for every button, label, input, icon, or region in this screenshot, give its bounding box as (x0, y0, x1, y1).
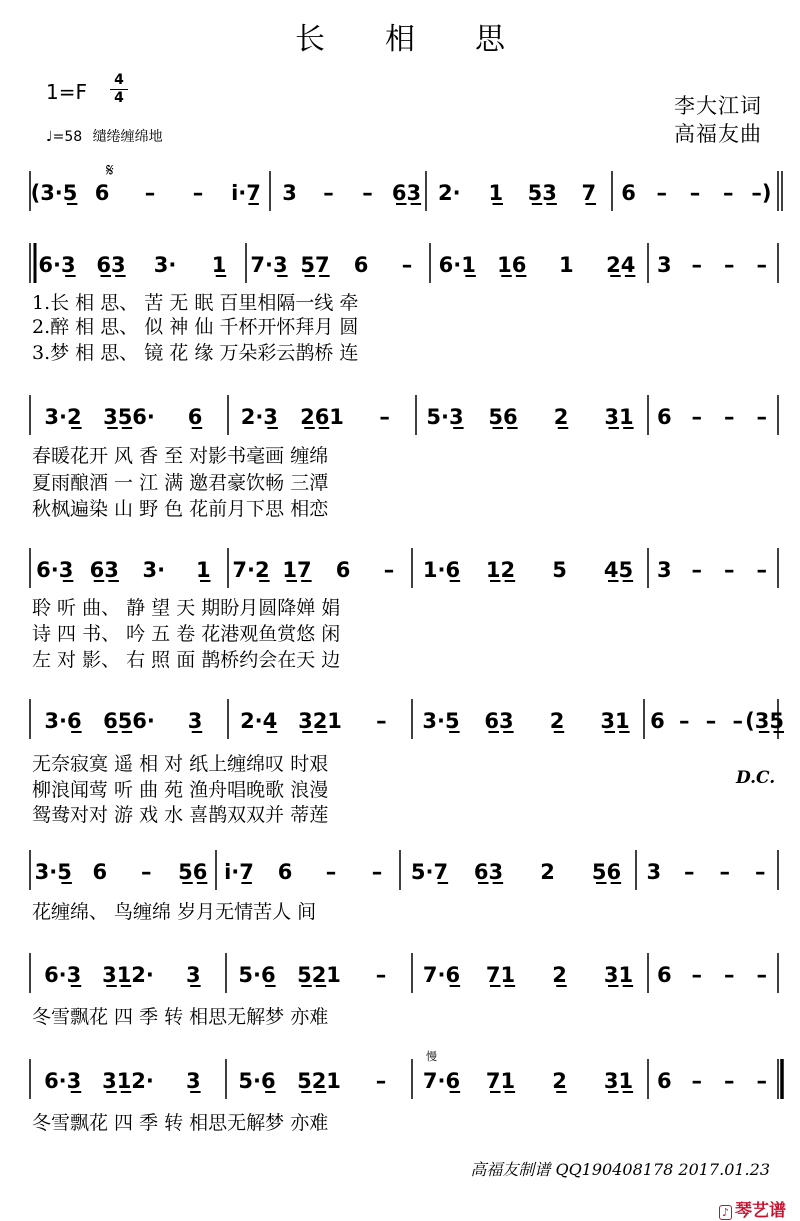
note: 7·6̲ (422, 1069, 461, 1093)
note: i̇·7̲ (231, 181, 261, 205)
note: 6 (650, 709, 665, 733)
note: – (656, 181, 668, 205)
note: 1̲6̲ (497, 253, 527, 277)
note: 6 (94, 181, 110, 205)
note: – (192, 181, 204, 205)
note: – (678, 709, 690, 733)
note: 4̲5̲ (603, 558, 634, 582)
note: 5̲6̲ (178, 860, 208, 884)
note: –) (751, 181, 772, 205)
note: – (325, 860, 337, 884)
lyric-line: 1.长 相 思、 苦 无 眠 百里相隔一线 牵 (32, 292, 359, 314)
note: 5̲7̲ (300, 253, 330, 277)
note: – (756, 253, 767, 277)
note: – (724, 405, 735, 429)
note: 2̲6̲1 (300, 405, 344, 429)
note: 5̲3̲ (527, 181, 557, 205)
note: 6̲3̲ (473, 860, 504, 884)
note: 6 (656, 963, 672, 987)
note: 6̲3̲ (96, 253, 126, 277)
note: – (691, 253, 702, 277)
note: 5̲6̲ (591, 860, 622, 884)
tempo-slow-mark: 慢 (426, 1050, 437, 1063)
note: – (719, 860, 730, 884)
lyric-line: 左 对 影、 右 照 面 鹊桥约会在天 边 (32, 649, 341, 671)
lyric-line: 3.梦 相 思、 镜 花 缘 万朵彩云鹊桥 连 (32, 342, 359, 364)
note: 2·4̲ (240, 709, 278, 733)
note: 5·7̲ (410, 860, 449, 884)
note: – (383, 558, 395, 582)
composer: 高福友曲 (674, 122, 762, 146)
note: 7̲1̲ (485, 963, 516, 987)
note: 1̲7̲ (282, 558, 312, 582)
lyricist: 李大江词 (674, 94, 762, 118)
note: 3· (142, 558, 166, 582)
note: 6 (277, 860, 293, 884)
note: – (756, 1069, 767, 1093)
lyric-line: 夏雨酿酒 一 江 满 邀君豪饮畅 三潭 (32, 472, 329, 494)
note: (3·5̲ (30, 181, 78, 205)
lyric-line: 2.醉 相 思、 似 神 仙 千杯开怀拜月 圆 (32, 316, 359, 338)
note: 3̲ (187, 709, 203, 733)
lyric-line: 春暖花开 风 香 至 对影书毫画 缠绵 (32, 445, 329, 467)
note: 7·2̲ (232, 558, 270, 582)
note: – (376, 709, 387, 733)
note: 2̲ (553, 405, 569, 429)
note: 3 (646, 860, 662, 884)
note: 6̲3̲ (89, 558, 119, 582)
lyric-line: 花缠绵、 鸟缠绵 岁月无情苦人 间 (32, 901, 317, 923)
note: – (691, 558, 702, 582)
note: 3̲5̲6· (103, 405, 155, 429)
note: 6 (353, 253, 369, 277)
note: i̇·7̲ (224, 860, 254, 884)
note: 6·3̲ (36, 558, 74, 582)
note: – (691, 963, 702, 987)
note: 1·6̲ (422, 558, 461, 582)
note: 2̲4̲ (606, 253, 636, 277)
note: 7̲ (581, 181, 597, 205)
note: 3· (153, 253, 177, 277)
note: 6 (335, 558, 351, 582)
lyric-line: 秋枫遍染 山 野 色 花前月下思 相恋 (32, 498, 329, 520)
note: 3 (282, 181, 297, 205)
note: 3̲ (186, 1069, 201, 1093)
lyric-line: 聆 听 曲、 静 望 天 期盼月圆降婵 娟 (32, 597, 341, 619)
note: 3̲1̲ (604, 405, 634, 429)
note: 3̲ (186, 963, 201, 987)
brand-logo-icon: ♪ (719, 1205, 732, 1220)
note: – (375, 963, 387, 987)
note: (3̲5̲ (745, 709, 785, 733)
lyric-line: 无奈寂寞 遥 相 对 纸上缠绵叹 时艰 (32, 753, 329, 775)
note: – (684, 860, 695, 884)
note: 3̲1̲ (600, 709, 630, 733)
lyric-line: 柳浪闻莺 听 曲 苑 渔舟唱晚歌 浪漫 (32, 779, 329, 801)
note: 3̲1̲ (603, 1069, 634, 1093)
time-signature-bottom: 4 (114, 90, 124, 106)
note: – (144, 181, 156, 205)
note: 5̲6̲ (488, 405, 518, 429)
key-signature: 1=F (46, 80, 87, 104)
note: – (691, 405, 702, 429)
note: 1̲ (195, 558, 211, 582)
note: – (755, 860, 766, 884)
note: 3·5̲ (422, 709, 460, 733)
note: 5·6̲ (238, 963, 276, 987)
note: – (705, 709, 717, 733)
note: – (724, 963, 735, 987)
note: 3·6̲ (44, 709, 82, 733)
note: 2· (437, 181, 461, 205)
time-signature-top: 4 (114, 72, 124, 88)
note: – (722, 181, 734, 205)
score-credit: 高福友制谱 QQ190408178 2017.01.23 (470, 1160, 770, 1179)
note: – (756, 558, 767, 582)
note: 3̲2̲1 (298, 709, 342, 733)
note: – (756, 963, 767, 987)
note: 6 (656, 405, 672, 429)
note: 3·5̲ (34, 860, 72, 884)
note: 1̲ (211, 253, 227, 277)
note: 6̲5̲6· (103, 709, 155, 733)
note: 7·3̲ (250, 253, 288, 277)
lyric-line: 鸳鸯对对 游 戏 水 喜鹊双双并 蒂莲 (32, 804, 329, 826)
note: 7̲1̲ (485, 1069, 516, 1093)
note: 3̲1̲2· (102, 1069, 154, 1093)
note: 2̲ (552, 1069, 567, 1093)
note: – (379, 405, 390, 429)
note: 6̲3̲ (484, 709, 514, 733)
note: 6·3̲ (44, 1069, 82, 1093)
site-brand (719, 1196, 786, 1221)
note: – (756, 405, 767, 429)
note: – (724, 1069, 735, 1093)
brand-name: 琴艺谱 (735, 1201, 786, 1221)
note: 5̲2̲1 (297, 1069, 341, 1093)
note: 6 (621, 181, 636, 205)
note: 1 (558, 253, 574, 277)
note: – (732, 709, 744, 733)
note: 2̲ (552, 963, 567, 987)
expression-text: 缱绻缠绵地 (92, 129, 163, 145)
note: 6·1̲ (438, 253, 476, 277)
tempo-marking: ♩=58 (46, 129, 83, 145)
segno-sign: 𝄋 (106, 160, 114, 181)
note: 6 (92, 860, 108, 884)
da-capo-mark: D.C. (736, 768, 776, 788)
note: – (724, 253, 735, 277)
note: 6̲ (187, 405, 203, 429)
lyric-line: 诗 四 书、 吟 五 卷 花港观鱼赏悠 闲 (32, 623, 341, 645)
note: 3 (656, 558, 672, 582)
note: 5·6̲ (238, 1069, 276, 1093)
note: 6·3̲ (38, 253, 76, 277)
note: – (375, 1069, 387, 1093)
note: 5·3̲ (426, 405, 464, 429)
note: – (371, 860, 383, 884)
lyric-line: 冬雪飘花 四 季 转 相思无解梦 亦难 (32, 1112, 329, 1134)
note: 1̲2̲ (485, 558, 516, 582)
note: 3 (656, 253, 672, 277)
note: – (401, 253, 413, 277)
note: 1̲ (488, 181, 504, 205)
note: 2̲ (549, 709, 565, 733)
note: 5 (552, 558, 567, 582)
lyric-line: 冬雪飘花 四 季 转 相思无解梦 亦难 (32, 1006, 329, 1028)
note: 2 (540, 860, 555, 884)
note: 5̲2̲1 (297, 963, 341, 987)
note: 6̲3̲ (391, 181, 422, 205)
note: 6 (656, 1069, 672, 1093)
note: 3̲1̲ (603, 963, 634, 987)
note: 6·3̲ (44, 963, 82, 987)
note: 2·3̲ (240, 405, 278, 429)
note: 7·6̲ (422, 963, 461, 987)
note: 3̲1̲2· (102, 963, 154, 987)
note: – (323, 181, 334, 205)
song-title: 长相思 (295, 22, 565, 57)
note: 3·2̲ (44, 405, 82, 429)
note: – (141, 860, 152, 884)
note: – (724, 558, 735, 582)
note: – (362, 181, 373, 205)
note: – (689, 181, 701, 205)
note: – (691, 1069, 702, 1093)
